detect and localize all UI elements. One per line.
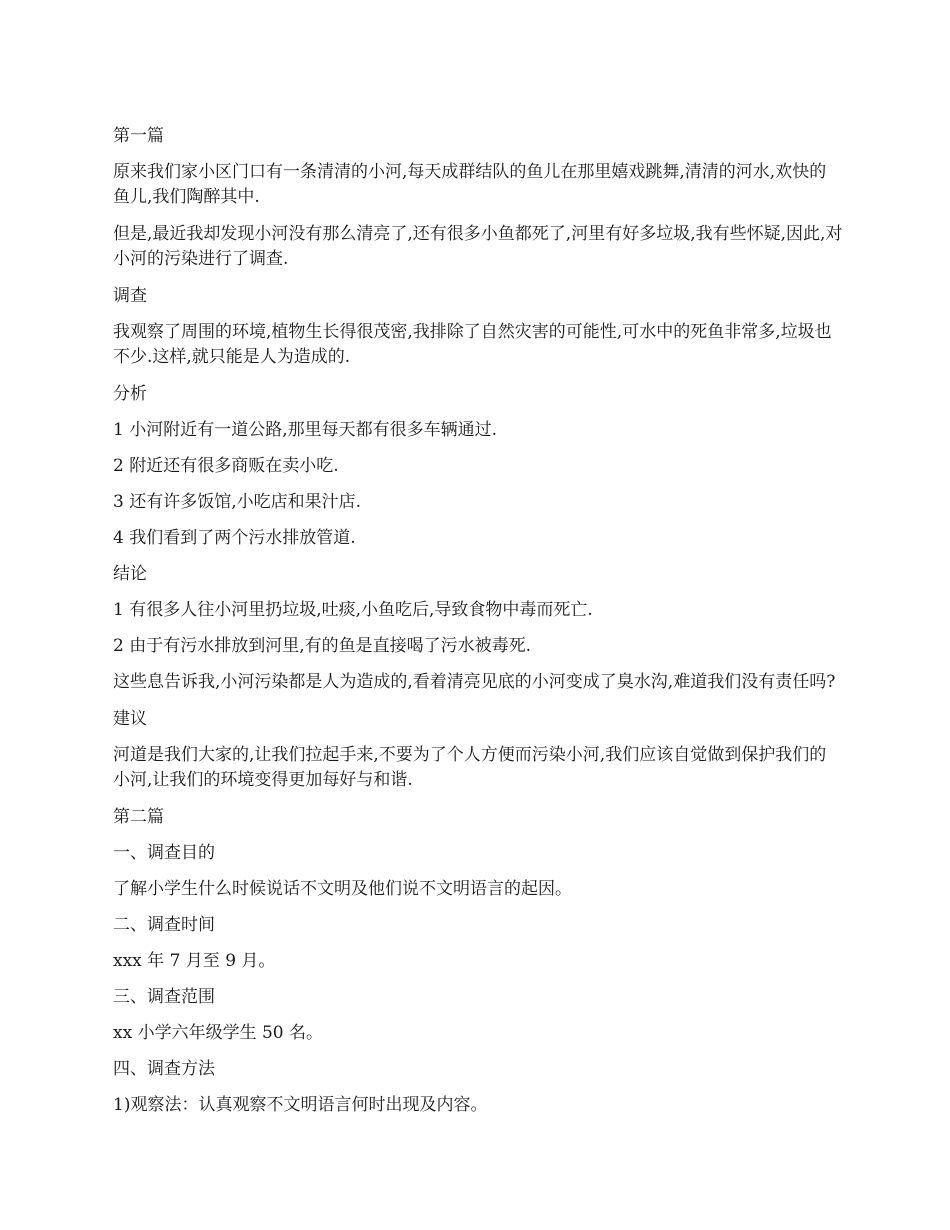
heading-survey-purpose: 一、调查目的 xyxy=(113,843,215,863)
analysis-item-2: 2 附近还有很多商贩在卖小吃. xyxy=(113,456,339,476)
heading-suggestion: 建议 xyxy=(113,709,147,729)
paragraph-survey-time: xxx 年 7 月至 9 月。 xyxy=(113,951,276,971)
paragraph-investigation: 我观察了周围的环境,植物生长得很茂密,我排除了自然灾害的可能性,可水中的死鱼非常多,垃圾也不少.这样,就只能是人为造成的. xyxy=(113,322,832,367)
analysis-item-1: 1 小河附近有一道公路,那里每天都有很多车辆通过. xyxy=(113,420,498,440)
section-heading-part-one: 第一篇 xyxy=(113,126,164,146)
paragraph-survey-scope: xx 小学六年级学生 50 名。 xyxy=(113,1023,324,1043)
paragraph-survey-method-1: 1)观察法：认真观察不文明语言何时出现及内容。 xyxy=(113,1095,488,1115)
analysis-item-4: 4 我们看到了两个污水排放管道. xyxy=(113,528,356,548)
paragraph-discovery: 但是,最近我却发现小河没有那么清亮了,还有很多小鱼都死了,河里有好多垃圾,我有些怀疑,因此,对小河的污染进行了调查. xyxy=(113,224,843,269)
section-heading-part-two: 第二篇 xyxy=(113,807,164,827)
heading-analysis: 分析 xyxy=(113,384,147,404)
heading-investigation: 调查 xyxy=(113,286,147,306)
heading-survey-time: 二、调查时间 xyxy=(113,915,215,935)
paragraph-responsibility: 这些息告诉我,小河污染都是人为造成的,看着清亮见底的小河变成了臭水沟,难道我们没有责任吗? xyxy=(113,672,836,692)
conclusion-item-2: 2 由于有污水排放到河里,有的鱼是直接喝了污水被毒死. xyxy=(113,636,532,656)
analysis-item-3: 3 还有许多饭馆,小吃店和果汁店. xyxy=(113,492,362,512)
paragraph-suggestion: 河道是我们大家的,让我们拉起手来,不要为了个人方便而污染小河,我们应该自觉做到保护我们的小河,让我们的环境变得更加每好与和谐. xyxy=(113,745,827,790)
heading-survey-method: 四、调查方法 xyxy=(113,1059,215,1079)
document-page xyxy=(113,124,843,1129)
paragraph-intro: 原来我们家小区门口有一条清清的小河,每天成群结队的鱼儿在那里嬉戏跳舞,清清的河水,欢快的鱼儿,我们陶醉其中. xyxy=(113,162,827,207)
paragraph-survey-purpose: 了解小学生什么时候说话不文明及他们说不文明语言的起因。 xyxy=(113,879,572,899)
conclusion-item-1: 1 有很多人往小河里扔垃圾,吐痰,小鱼吃后,导致食物中毒而死亡. xyxy=(113,600,593,620)
heading-conclusion: 结论 xyxy=(113,564,147,584)
heading-survey-scope: 三、调查范围 xyxy=(113,987,215,1007)
